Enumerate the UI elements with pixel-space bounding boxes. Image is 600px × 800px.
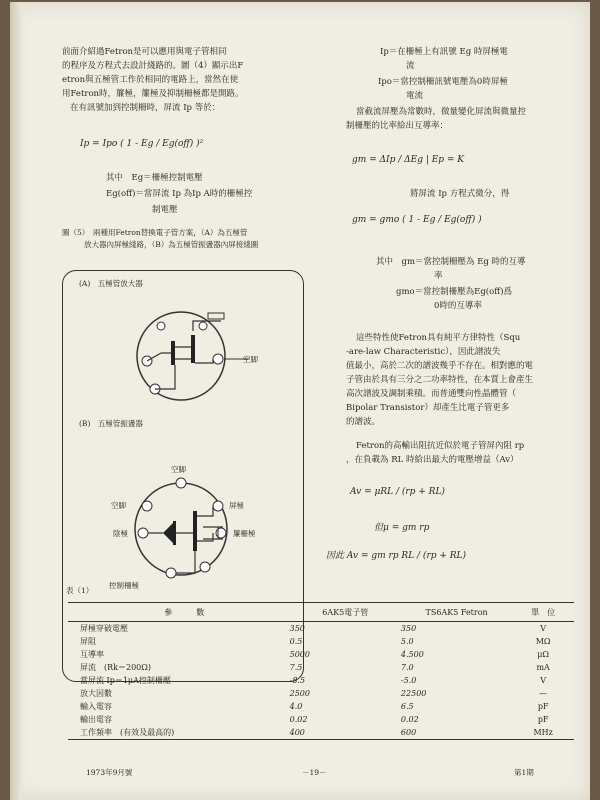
table-cell: 屏阻 — [80, 637, 96, 646]
table-cell: pF — [537, 715, 549, 724]
table-cell: 4.0 — [289, 702, 303, 711]
col-header: 單 位 — [512, 603, 574, 622]
tube-b-envelope — [135, 483, 227, 575]
table-cell: 7.5 — [289, 663, 303, 672]
table-cell: -5.0 — [400, 676, 417, 685]
table-row — [68, 687, 574, 700]
pin-b-3 — [200, 562, 210, 572]
fet-channel-b — [193, 511, 197, 551]
col-header: 參 數 — [68, 603, 290, 622]
equation-av: Av = μRL / (rp + RL) — [350, 487, 445, 497]
def-line: 流 — [406, 61, 415, 71]
equation-av-final: 因此 Av = gm rp RL / (rp + RL) — [326, 551, 467, 561]
table-cell: 400 — [290, 726, 401, 740]
table-cell: 互導率 — [80, 650, 104, 659]
equation-ip: Ip = Ipo ( 1 - Eg / Eg(off) )² — [80, 139, 204, 149]
footer-issue: 第1期 — [514, 768, 534, 777]
fig-b-label: (B) 五極管振盪器 — [79, 419, 143, 428]
col-header: TS6AK5 Fetron — [401, 603, 512, 622]
table-cell: V — [540, 676, 547, 685]
table-cell: 工作頻率 (有效及最高的) — [68, 726, 290, 740]
table-cell: 600 — [401, 726, 512, 740]
pin-b-6 — [176, 478, 186, 488]
table-cell: 放大因數 — [80, 689, 112, 698]
text-line: 高次譜波及調制乘積。而普通雙向性晶體管（ — [346, 389, 517, 399]
pin-b-2 — [166, 568, 176, 578]
table-cell: V — [540, 624, 547, 633]
equation-gm-diff: gm = gmo ( 1 - Eg / Eg(off) ) — [352, 215, 482, 225]
where-line: 率 — [434, 271, 443, 281]
where-line: gmo＝當控制柵壓為Eg(off)爲 — [396, 287, 513, 297]
text-line: etron與五極管工作於相同的電路上，當然在使 — [62, 75, 239, 85]
def-line: Ipo＝當控制柵訊號電壓為0時屏極 — [378, 77, 508, 87]
table-cell: μΩ — [537, 650, 550, 659]
figure-caption: 放大器內屏極綫路，（B）為五極管振盪器內屏接綫圖 — [84, 240, 259, 249]
table-row — [68, 674, 574, 687]
fig-a-label: (A) 五極管放大器 — [79, 279, 143, 288]
footer-page-number: －19－ — [302, 768, 327, 777]
spec-table — [68, 602, 574, 740]
text-line: 當截流屏壓為常數時，微量變化屏流與微量控 — [356, 107, 527, 117]
table-cell: 0.02 — [289, 715, 308, 724]
table-row — [68, 648, 574, 661]
document-page — [10, 2, 590, 800]
table-cell: 屏極穿破電壓 — [80, 624, 128, 633]
page-edge-shadow — [10, 2, 22, 800]
text-line: 用Fetron時，簾極，簾極及抑制柵極都是開路。 — [62, 89, 244, 99]
table-label: 表（1） — [66, 586, 94, 595]
table-row — [68, 713, 574, 726]
where-line: 其中 gm＝當控制柵壓為 Eg 時的互導 — [376, 257, 526, 267]
text-line: 子管由於具有三分之二功率特性，在本質上會產生 — [346, 375, 534, 385]
table-cell: -8.5 — [289, 676, 306, 685]
table-cell: 350 — [400, 624, 417, 633]
where-line: Eg(off)＝當屏流 Ip 為Ip A時的柵極控 — [106, 189, 253, 199]
text-line: 的程序及方程式去設計綫路的。圖（4）顯示出F — [62, 61, 244, 71]
footer-date: 1973年9月號 — [86, 768, 133, 777]
table-cell: 0.02 — [400, 715, 419, 724]
label-empty-pin-a: 空脚 — [243, 355, 258, 364]
def-line: Ip＝在柵極上有訊號 Eg 時屏極電 — [380, 47, 508, 57]
table-cell: 350 — [289, 624, 305, 633]
col-header: 6AK5電子管 — [290, 603, 401, 622]
label-empty-pin-b-top: 空脚 — [171, 465, 186, 474]
table-cell: mA — [536, 663, 550, 672]
pin-b-1 — [138, 528, 148, 538]
pin-b-5 — [213, 501, 223, 511]
table-row — [68, 726, 574, 740]
text-line: 前面介紹過Fetron是可以應用與電子管相同 — [62, 47, 227, 57]
table-cell: 4.500 — [400, 650, 424, 659]
table-cell: MHz — [512, 726, 574, 740]
text-line: 將屏流 Ip 方程式微分，得 — [410, 189, 510, 199]
diode-symbol — [163, 523, 173, 543]
table-cell: 7.0 — [400, 663, 414, 672]
pin-a-6 — [213, 354, 223, 364]
table-cell: 輸出電容 — [80, 715, 112, 724]
table-row — [68, 635, 574, 648]
label-control-grid: 控制柵極 — [109, 581, 139, 590]
table-cell: 0.5 — [289, 637, 303, 646]
label-suppressor: 簾柵極 — [233, 529, 256, 538]
table-cell: pF — [537, 702, 549, 711]
text-line: ，在負載為 RL 時給出最大的電壓增益（Av） — [346, 455, 519, 465]
table-row — [68, 700, 574, 713]
table-header-row — [68, 603, 574, 622]
figure-caption: 圖（5） 兩種用Fetron替換電子管方案，（A）為五極管 — [62, 228, 248, 237]
where-line: 0時的互導率 — [434, 301, 482, 311]
text-line: 在有訊號加到控制柵時，屏流 Ip 等於： — [70, 103, 221, 113]
fet-channel-a — [171, 341, 175, 365]
text-line: Fetron的高輸出阻抗近似於電子管屏內阻 rp — [356, 441, 525, 451]
pin-b-7 — [142, 501, 152, 511]
table-cell: 5000 — [289, 650, 310, 659]
fet-channel-a2 — [191, 335, 195, 363]
table-cell: MΩ — [535, 637, 551, 646]
label-empty-pin-b-left: 空脚 — [111, 501, 126, 510]
text-line: 這些特性使Fetron具有純平方律特性（Squ — [356, 333, 521, 343]
label-cathode: 陰極 — [113, 529, 128, 538]
equation-mu: 但μ = gm rp — [374, 523, 430, 533]
table-row — [68, 661, 574, 674]
table-cell: 5.0 — [400, 637, 414, 646]
text-line: 的譜波。 — [346, 417, 381, 427]
text-line: Bipolar Transistor）却產生比電子管更多 — [346, 403, 510, 413]
where-line: 制電壓 — [152, 205, 178, 215]
table-cell: 當屏流 Ip＝1μA控制柵壓 — [80, 676, 171, 685]
equation-gm: gm = ΔIp / ΔEg | Ep = K — [352, 155, 465, 165]
pin-a-7 — [199, 322, 207, 330]
table-cell: 22500 — [400, 689, 427, 698]
text-line: 制柵壓的比率給出互導率： — [346, 121, 449, 131]
text-line: 值最小，高於二次的譜波幾乎不存在。相對應的電 — [346, 361, 534, 371]
table-row — [68, 622, 574, 636]
where-line: 其中 Eg＝柵極控制電壓 — [106, 173, 203, 183]
table-cell: 屏流 (Rk＝200Ω) — [80, 663, 152, 672]
text-line: -are-law Characteristic），因此譜波失 — [346, 347, 501, 357]
label-screen-grid: 屏極 — [229, 501, 244, 510]
table-cell: — — [539, 689, 548, 698]
table-cell: 2500 — [289, 689, 310, 698]
table-cell: 6.5 — [400, 702, 414, 711]
table-cell: 輸入電容 — [80, 702, 112, 711]
def-line: 電流 — [406, 91, 424, 101]
pin-a-1 — [157, 322, 165, 330]
